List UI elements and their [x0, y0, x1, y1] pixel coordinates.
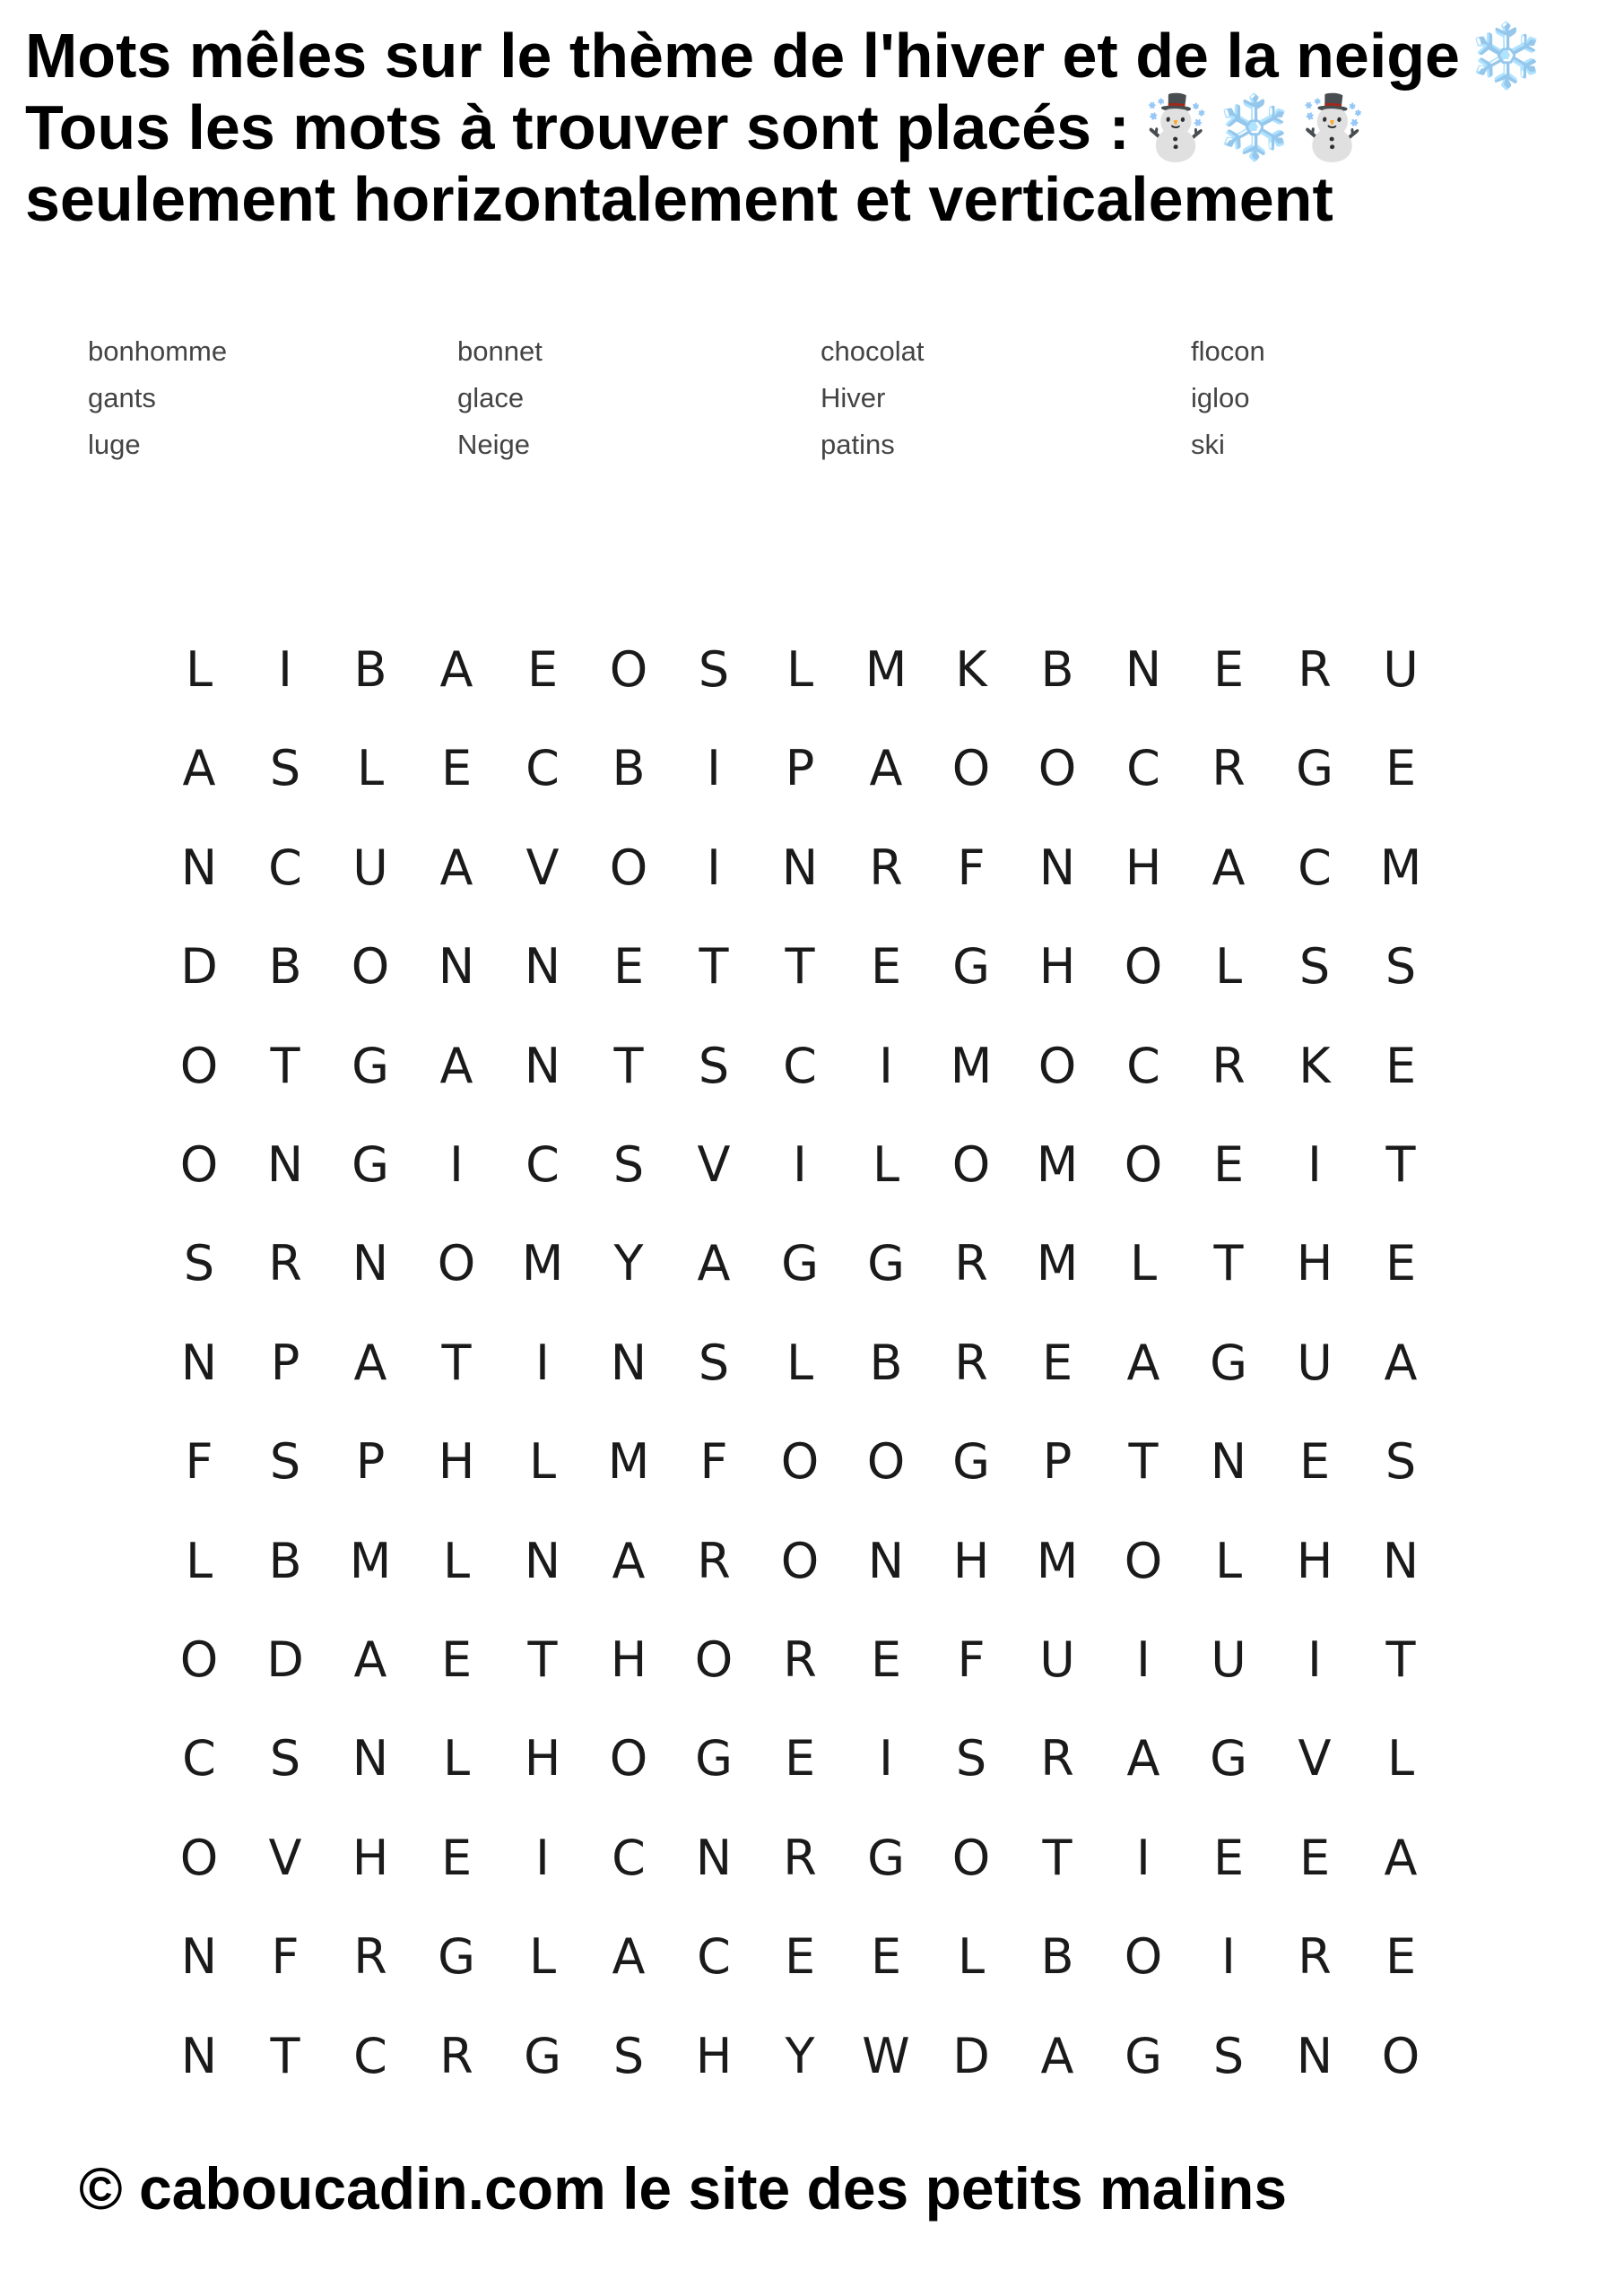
grid-cell[interactable]: N	[1296, 2028, 1333, 2084]
grid-cell[interactable]: E	[1212, 1136, 1245, 1193]
grid-cell[interactable]: O	[1038, 740, 1077, 796]
grid-cell[interactable]: I	[707, 839, 721, 896]
grid-cell[interactable]: A	[1126, 1335, 1160, 1391]
grid-cell[interactable]: C	[525, 740, 560, 796]
grid-cell[interactable]: B	[612, 740, 646, 796]
snowman-snowflake-icons: ☃️❄️☃️	[1136, 92, 1372, 162]
instructions-text: Tous les mots à trouver sont placés :	[25, 92, 1130, 162]
grid-cell[interactable]: R	[697, 1533, 731, 1589]
grid-cell[interactable]: A	[1126, 1730, 1160, 1787]
grid-cell[interactable]: I	[535, 1335, 550, 1391]
grid-cell[interactable]: G	[952, 1433, 990, 1490]
grid-cell[interactable]: I	[707, 740, 721, 796]
grid-cell[interactable]: G	[867, 1235, 905, 1292]
grid-cell[interactable]: I	[278, 641, 292, 698]
grid-cell[interactable]: U	[1211, 1631, 1246, 1688]
grid-cell[interactable]: N	[781, 839, 819, 896]
grid-cell[interactable]: A	[353, 1335, 387, 1391]
grid-cell[interactable]: C	[1126, 740, 1160, 796]
grid-cell[interactable]: E	[1385, 740, 1417, 796]
grid-cell[interactable]: E	[870, 1631, 902, 1688]
grid-cell[interactable]: O	[179, 1038, 219, 1094]
grid-cell[interactable]: T	[270, 1038, 300, 1094]
grid-cell[interactable]: N	[1382, 1533, 1420, 1589]
grid-cell[interactable]: O	[780, 1533, 820, 1589]
grid-cell[interactable]: F	[185, 1433, 213, 1490]
grid-cell[interactable]: C	[182, 1730, 216, 1787]
grid-cell[interactable]: C	[1298, 839, 1332, 896]
grid-cell[interactable]: P	[1042, 1433, 1073, 1490]
grid-cell[interactable]: D	[952, 2028, 990, 2084]
grid-cell[interactable]: I	[1136, 1631, 1151, 1688]
grid-cell[interactable]: G	[352, 1136, 389, 1193]
grid-cell[interactable]: T	[527, 1631, 558, 1688]
grid-cell[interactable]: M	[950, 1038, 993, 1094]
grid-cell[interactable]: A	[1384, 1830, 1418, 1886]
grid-cell[interactable]: S	[269, 1433, 301, 1490]
word-list-item: glace	[457, 382, 525, 413]
grid-cell[interactable]: O	[1124, 938, 1163, 995]
title-line-3: seulement horizontalement et verticalement	[25, 164, 1333, 234]
grid-cell[interactable]: S	[269, 1730, 301, 1787]
grid-cell[interactable]: I	[793, 1136, 807, 1193]
grid-cell[interactable]: O	[780, 1433, 820, 1490]
grid-cell[interactable]: E	[870, 938, 902, 995]
grid-cell[interactable]: N	[524, 938, 561, 995]
grid-cell[interactable]: P	[270, 1335, 300, 1391]
grid-cell[interactable]: E	[784, 1928, 816, 1985]
grid-cell[interactable]: E	[1385, 1928, 1417, 1985]
grid-cell[interactable]: R	[268, 1235, 302, 1292]
grid-cell[interactable]: S	[612, 2028, 645, 2084]
grid-cell[interactable]: M	[521, 1235, 564, 1292]
grid-cell[interactable]: B	[268, 938, 302, 995]
grid-cell[interactable]: N	[524, 1038, 561, 1094]
grid-cell[interactable]: O	[1124, 1928, 1163, 1985]
grid-cell[interactable]: O	[951, 1830, 991, 1886]
word-list-item: flocon	[1191, 335, 1265, 367]
grid-cell[interactable]: B	[268, 1533, 302, 1589]
word-list	[88, 334, 1433, 486]
word-list-item: gants	[88, 382, 156, 413]
grid-cell[interactable]: H	[952, 1533, 990, 1589]
grid-cell[interactable]: A	[697, 1235, 731, 1292]
grid-cell[interactable]: O	[351, 938, 390, 995]
grid-cell[interactable]: O	[1124, 1136, 1163, 1193]
grid-cell[interactable]: E	[1298, 1830, 1331, 1886]
grid-cell[interactable]: M	[1036, 1533, 1079, 1589]
grid-cell[interactable]: M	[1036, 1136, 1079, 1193]
grid-cell[interactable]: H	[1296, 1533, 1333, 1589]
word-list-item: bonnet	[457, 335, 543, 367]
grid-cell[interactable]: U	[352, 839, 388, 896]
word-list-item: Neige	[457, 429, 530, 460]
word-list-item: luge	[88, 429, 141, 460]
grid-cell[interactable]: D	[266, 1631, 304, 1688]
grid-cell[interactable]: T	[270, 2028, 300, 2084]
title-text: Mots mêles sur le thème de l'hiver et de la neige	[25, 21, 1460, 91]
grid-cell[interactable]: E	[1041, 1335, 1073, 1391]
word-list-item: igloo	[1191, 382, 1250, 413]
grid-cell[interactable]: O	[1381, 2028, 1420, 2084]
grid-cell[interactable]: R	[439, 2028, 473, 2084]
grid-cell[interactable]: E	[526, 641, 559, 698]
grid-cell[interactable]: T	[613, 1038, 644, 1094]
grid-cell[interactable]: S	[183, 1235, 215, 1292]
grid-cell[interactable]: E	[1298, 1433, 1331, 1490]
grid-cell[interactable]: A	[439, 641, 473, 698]
grid-cell[interactable]: A	[869, 740, 903, 796]
word-list-item: chocolat	[821, 335, 925, 367]
grid-cell[interactable]: S	[1298, 938, 1331, 995]
grid-cell[interactable]: H	[1038, 938, 1076, 995]
grid-cell[interactable]: H	[438, 1433, 475, 1490]
grid-cell[interactable]: L	[872, 1136, 900, 1193]
word-list-item: ski	[1191, 429, 1225, 460]
grid-cell[interactable]: S	[698, 1038, 730, 1094]
grid-cell[interactable]: C	[783, 1038, 817, 1094]
grid-cell[interactable]: G	[867, 1830, 905, 1886]
grid-cell[interactable]: E	[1385, 1235, 1417, 1292]
grid-cell[interactable]: E	[870, 1928, 902, 1985]
grid-cell[interactable]: G	[1210, 1335, 1247, 1391]
grid-cell[interactable]: E	[440, 1830, 473, 1886]
grid-cell[interactable]: A	[1384, 1335, 1418, 1391]
grid-cell[interactable]: H	[524, 1730, 561, 1787]
grid-cell[interactable]: O	[866, 1433, 906, 1490]
grid-cell[interactable]: L	[1214, 1533, 1243, 1589]
grid-cell[interactable]: V	[1298, 1730, 1332, 1787]
grid-cell[interactable]: U	[1039, 1631, 1075, 1688]
grid-cell[interactable]: O	[951, 740, 991, 796]
grid-cell[interactable]: S	[269, 740, 301, 796]
grid-cell[interactable]: I	[449, 1136, 464, 1193]
grid-cell[interactable]: R	[869, 839, 903, 896]
grid-cell[interactable]: V	[268, 1830, 302, 1886]
grid-cell[interactable]: G	[695, 1730, 733, 1787]
grid-cell[interactable]: I	[1307, 1136, 1322, 1193]
grid-cell[interactable]: H	[695, 2028, 733, 2084]
grid-cell[interactable]: A	[1040, 2028, 1074, 2084]
grid-cell[interactable]: K	[955, 641, 987, 698]
grid-cell[interactable]: T	[1385, 1631, 1416, 1688]
grid-cell[interactable]: C	[697, 1928, 731, 1985]
footer-credit: © caboucadin.com le site des petits malins	[79, 2155, 1288, 2222]
grid-cell[interactable]: R	[783, 1631, 817, 1688]
grid-cell[interactable]: N	[180, 1928, 218, 1985]
grid-cell[interactable]: B	[869, 1335, 903, 1391]
grid-cell[interactable]: O	[179, 1830, 219, 1886]
grid-cell[interactable]: S	[612, 1136, 645, 1193]
grid-cell[interactable]: H	[1296, 1235, 1333, 1292]
grid-cell[interactable]: H	[352, 1830, 389, 1886]
grid-cell[interactable]: P	[785, 740, 815, 796]
grid-cell[interactable]: O	[437, 1235, 476, 1292]
grid-cell[interactable]: F	[271, 1928, 300, 1985]
grid-cell[interactable]: K	[1298, 1038, 1331, 1094]
grid-cell[interactable]: N	[180, 839, 218, 896]
grid-cell[interactable]: Y	[785, 2028, 815, 2084]
grid-cell[interactable]: E	[784, 1730, 816, 1787]
grid-cell[interactable]: L	[442, 1533, 471, 1589]
grid-cell[interactable]: E	[440, 740, 473, 796]
grid-cell[interactable]: V	[525, 839, 560, 896]
grid-cell[interactable]: C	[268, 839, 302, 896]
grid-cell[interactable]: E	[440, 1631, 473, 1688]
grid-cell[interactable]: G	[1125, 2028, 1162, 2084]
grid-cell[interactable]: N	[695, 1830, 733, 1886]
grid-cell[interactable]: G	[1210, 1730, 1247, 1787]
grid-cell[interactable]: T	[1128, 1433, 1159, 1490]
grid-cell[interactable]: L	[1386, 1730, 1415, 1787]
grid-cell[interactable]: N	[1210, 1433, 1247, 1490]
grid-cell[interactable]: A	[182, 740, 216, 796]
grid-cell[interactable]: I	[879, 1038, 893, 1094]
grid-cell[interactable]: H	[1125, 839, 1162, 896]
grid-cell[interactable]: N	[1038, 839, 1076, 896]
grid-cell[interactable]: T	[699, 938, 729, 995]
grid-cell[interactable]: P	[355, 1433, 386, 1490]
grid-cell[interactable]: S	[1212, 2028, 1245, 2084]
grid-cell[interactable]: E	[612, 938, 645, 995]
grid-cell[interactable]: O	[951, 1136, 991, 1193]
grid-cell[interactable]: B	[353, 641, 387, 698]
grid-cell[interactable]: O	[179, 1631, 219, 1688]
grid-cell[interactable]: B	[1040, 1928, 1074, 1985]
grid-cell[interactable]: A	[1211, 839, 1246, 896]
grid-cell[interactable]: L	[528, 1433, 557, 1490]
grid-cell[interactable]: S	[1385, 938, 1417, 995]
title-line-2	[25, 91, 1612, 163]
grid-cell[interactable]: L	[1129, 1235, 1158, 1292]
grid-cell[interactable]: L	[185, 641, 213, 698]
grid-cell[interactable]: R	[1298, 641, 1332, 698]
grid-cell[interactable]: N	[352, 1730, 389, 1787]
grid-cell[interactable]: F	[957, 1631, 986, 1688]
grid-cell[interactable]: W	[862, 2028, 910, 2084]
word-list-item: patins	[821, 429, 895, 460]
grid-cell[interactable]: H	[610, 1631, 647, 1688]
grid-cell[interactable]: A	[439, 1038, 473, 1094]
grid-cell[interactable]: R	[954, 1235, 988, 1292]
grid-cell[interactable]: N	[180, 2028, 218, 2084]
grid-cell[interactable]: R	[954, 1335, 988, 1391]
grid-cell[interactable]: R	[1040, 1730, 1074, 1787]
grid-cell[interactable]: G	[1296, 740, 1333, 796]
grid-cell[interactable]: N	[867, 1533, 905, 1589]
grid-cell[interactable]: O	[609, 839, 648, 896]
grid-cell[interactable]: E	[1385, 1038, 1417, 1094]
grid-cell[interactable]: T	[785, 938, 815, 995]
grid-cell[interactable]: B	[1040, 641, 1074, 698]
grid-cell[interactable]: O	[694, 1631, 734, 1688]
grid-cell[interactable]: G	[524, 2028, 561, 2084]
grid-cell[interactable]: M	[1379, 839, 1422, 896]
grid-cell[interactable]: L	[1214, 938, 1243, 995]
grid-cell[interactable]: I	[1307, 1631, 1322, 1688]
grid-cell[interactable]: S	[955, 1730, 987, 1787]
grid-cell[interactable]: O	[609, 641, 648, 698]
grid-cell[interactable]: F	[699, 1433, 728, 1490]
snowflake-icon: ❄️	[1467, 21, 1546, 91]
grid-cell[interactable]: O	[609, 1730, 648, 1787]
grid-cell[interactable]: L	[442, 1730, 471, 1787]
grid-cell[interactable]: A	[612, 1928, 646, 1985]
title-line-1	[25, 20, 1612, 91]
grid-cell[interactable]: G	[438, 1928, 475, 1985]
grid-cell[interactable]: I	[535, 1830, 550, 1886]
grid-cell[interactable]: F	[957, 839, 986, 896]
grid-cell[interactable]: U	[1383, 641, 1419, 698]
grid-cell[interactable]: T	[441, 1335, 472, 1391]
grid-cell[interactable]: V	[697, 1136, 731, 1193]
grid-cell[interactable]: C	[353, 2028, 387, 2084]
grid-cell[interactable]: N	[610, 1335, 647, 1391]
grid-cell[interactable]: L	[528, 1928, 557, 1985]
grid-cell[interactable]: L	[356, 740, 385, 796]
grid-cell[interactable]: N	[438, 938, 475, 995]
grid-cell[interactable]: S	[698, 641, 730, 698]
grid-cell[interactable]: E	[1212, 641, 1245, 698]
grid-cell[interactable]: L	[786, 1335, 814, 1391]
grid-cell[interactable]: N	[352, 1235, 389, 1292]
grid-cell[interactable]: L	[957, 1928, 986, 1985]
grid-cell[interactable]: R	[1211, 740, 1246, 796]
letter-grid	[168, 639, 1423, 2127]
grid-cell[interactable]: C	[525, 1136, 560, 1193]
grid-cell[interactable]: I	[1136, 1830, 1151, 1886]
grid-cell[interactable]: A	[439, 839, 473, 896]
grid-cell[interactable]: O	[1038, 1038, 1077, 1094]
grid-cell[interactable]: A	[612, 1533, 646, 1589]
grid-cell[interactable]: G	[352, 1038, 389, 1094]
grid-cell[interactable]: R	[1298, 1928, 1332, 1985]
grid-cell[interactable]: N	[524, 1533, 561, 1589]
grid-cell[interactable]: R	[783, 1830, 817, 1886]
grid-cell[interactable]: N	[266, 1136, 304, 1193]
grid-cell[interactable]: L	[786, 641, 814, 698]
grid-cell[interactable]: T	[1385, 1136, 1416, 1193]
grid-cell[interactable]: N	[180, 1335, 218, 1391]
grid-cell[interactable]: O	[179, 1136, 219, 1193]
grid-cell[interactable]: S	[698, 1335, 730, 1391]
grid-cell[interactable]: N	[1125, 641, 1162, 698]
grid-cell[interactable]: G	[781, 1235, 819, 1292]
grid-cell[interactable]: R	[1211, 1038, 1246, 1094]
grid-cell[interactable]: C	[612, 1830, 646, 1886]
grid-cell[interactable]: C	[1126, 1038, 1160, 1094]
grid-cell[interactable]: M	[607, 1433, 650, 1490]
grid-cell[interactable]: T	[1042, 1830, 1073, 1886]
grid-cell[interactable]: I	[879, 1730, 893, 1787]
grid-cell[interactable]: I	[1221, 1928, 1236, 1985]
word-list-item: Hiver	[821, 382, 886, 413]
grid-cell[interactable]: A	[353, 1631, 387, 1688]
grid-cell[interactable]: M	[349, 1533, 392, 1589]
grid-cell[interactable]: M	[1036, 1235, 1079, 1292]
grid-cell[interactable]: S	[1385, 1433, 1417, 1490]
grid-cell[interactable]: T	[1213, 1235, 1244, 1292]
grid-cell[interactable]: Y	[613, 1235, 644, 1292]
word-list-item: bonhomme	[88, 335, 228, 367]
grid-cell[interactable]: O	[1124, 1533, 1163, 1589]
puzzle-header	[25, 20, 1612, 235]
grid-cell[interactable]: L	[185, 1533, 213, 1589]
grid-cell[interactable]: D	[180, 938, 218, 995]
grid-cell[interactable]: U	[1297, 1335, 1333, 1391]
grid-cell[interactable]: G	[952, 938, 990, 995]
grid-cell[interactable]: R	[353, 1928, 387, 1985]
grid-cell[interactable]: E	[1212, 1830, 1245, 1886]
grid-cell[interactable]: M	[864, 641, 908, 698]
